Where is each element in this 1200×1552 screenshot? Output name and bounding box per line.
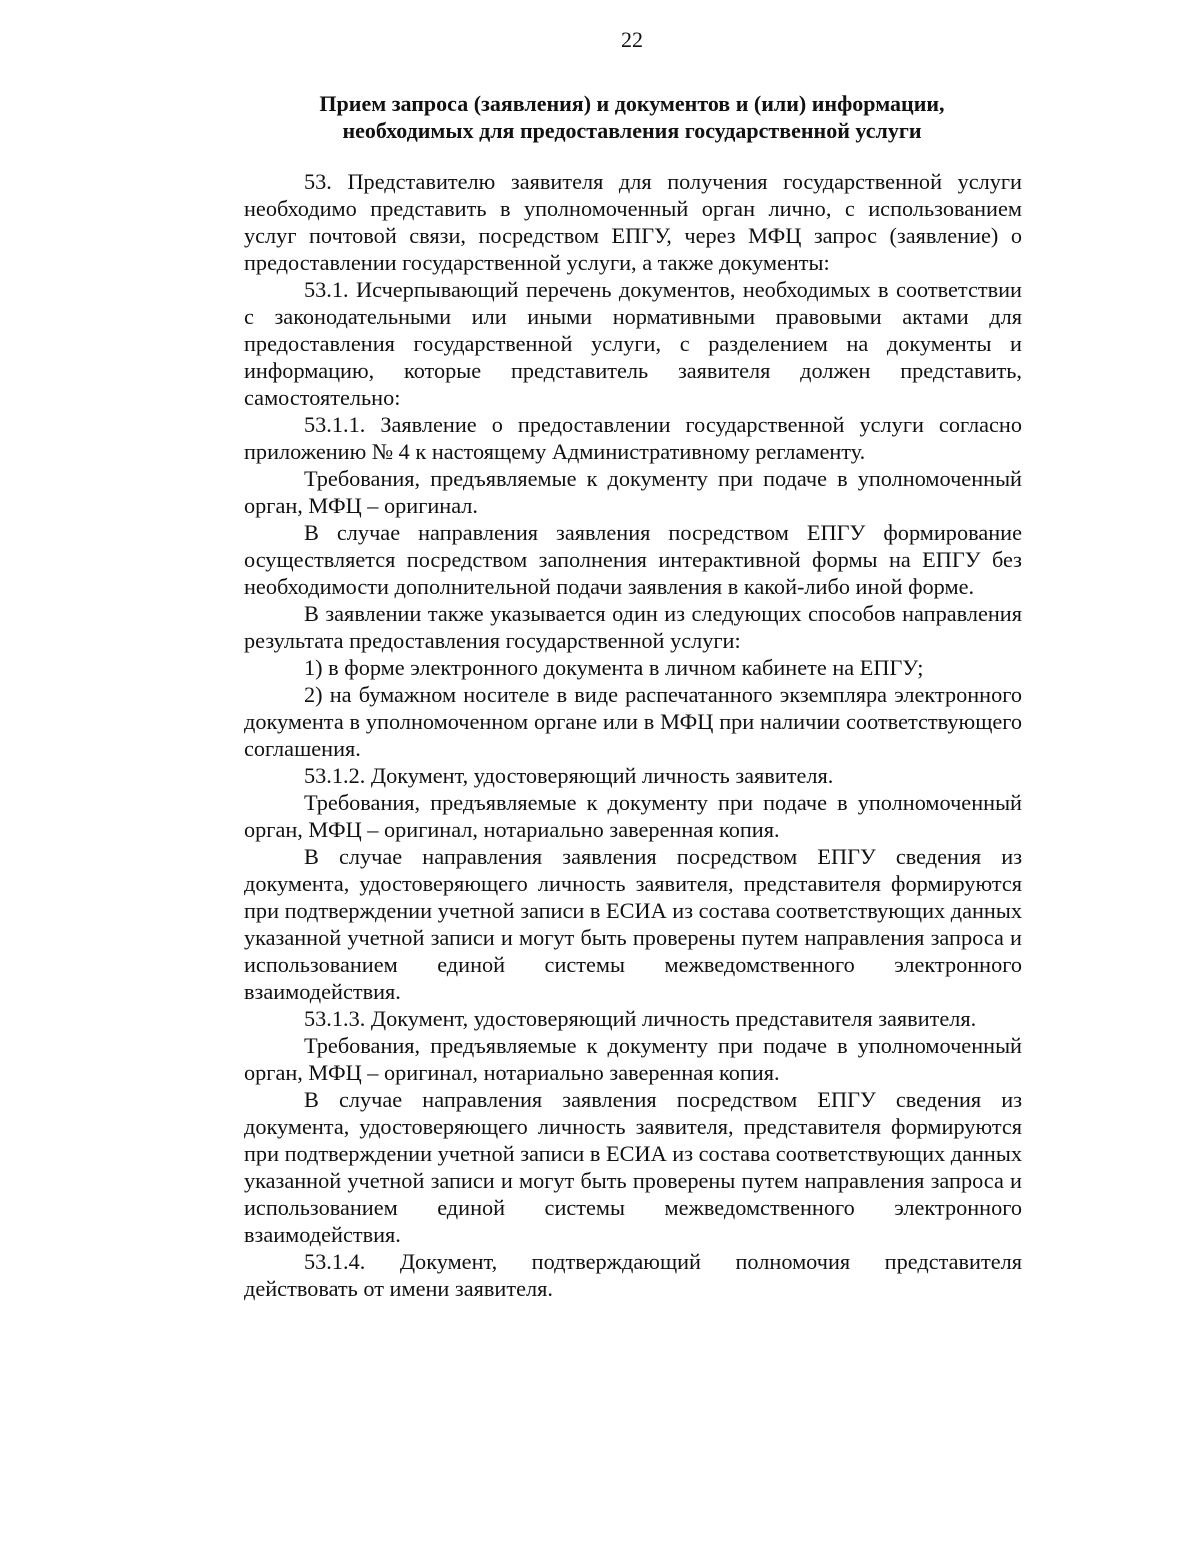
paragraph-requirements-3: Требования, предъявляемые к документу при подаче в уполномоченный орган, МФЦ – оригинал, нотариально заверенная копия. bbox=[244, 1033, 1022, 1085]
paragraph-delivery-methods: В заявлении также указывается один из следующих способов направления результата предоставления государственной услуги: bbox=[244, 601, 1022, 653]
paragraph-53: 53. Представителю заявителя для получения государственной услуги необходимо представить в уполномоченный орган лично, с использованием услуг почтовой связи, посредством ЕПГУ, через МФЦ запрос (заявление) о предоставлении государственной услуги, а также документы: bbox=[244, 169, 1022, 275]
list-item-electronic: 1) в форме электронного документа в личном кабинете на ЕПГУ; bbox=[304, 655, 924, 680]
paragraph-53-1: 53.1. Исчерпывающий перечень документов, необходимых в соответствии с законодательными или иными нормативными правовыми актами для предоставления государственной услуги, с разделением на документы и информацию, которые представитель заявителя должен представить, самостоятельно: bbox=[244, 277, 1022, 410]
paragraph-requirements-1: Требования, предъявляемые к документу при подаче в уполномоченный орган, МФЦ – оригинал. bbox=[244, 466, 1022, 518]
paragraph-53-1-2: 53.1.2. Документ, удостоверяющий личность заявителя. bbox=[304, 763, 834, 788]
section-heading bbox=[244, 90, 1020, 144]
section-heading-line-2: необходимых для предоставления государственной услуги bbox=[342, 118, 922, 143]
list-item-paper: 2) на бумажном носителе в виде распечатанного экземпляра электронного документа в уполномоченном органе или в МФЦ при наличии соответствующего соглашения. bbox=[244, 682, 1022, 761]
paragraph-53-1-1: 53.1.1. Заявление о предоставлении государственной услуги согласно приложению № 4 к настоящему Административному регламенту. bbox=[244, 412, 1022, 464]
document-body bbox=[244, 168, 1022, 1302]
paragraph-esia-2: В случае направления заявления посредством ЕПГУ сведения из документа, удостоверяющего личность заявителя, представителя формируются при подтверждении учетной записи в ЕСИА из состава соответствующих данных указанной учетной записи и могут быть проверены путем направления запроса и использованием единой системы межведомственного электронного взаимодействия. bbox=[244, 1087, 1022, 1247]
paragraph-esia-1: В случае направления заявления посредством ЕПГУ сведения из документа, удостоверяющего личность заявителя, представителя формируются при подтверждении учетной записи в ЕСИА из состава соответствующих данных указанной учетной записи и могут быть проверены путем направления запроса и использованием единой системы межведомственного электронного взаимодействия. bbox=[244, 844, 1022, 1004]
paragraph-53-1-3: 53.1.3. Документ, удостоверяющий личность представителя заявителя. bbox=[304, 1006, 977, 1031]
section-heading-line-1: Прием запроса (заявления) и документов и (или) информации, bbox=[319, 91, 945, 116]
paragraph-epgu-form: В случае направления заявления посредством ЕПГУ формирование осуществляется посредством заполнения интерактивной формы на ЕПГУ без необходимости дополнительной подачи заявления в какой-либо иной форме. bbox=[244, 520, 1022, 599]
paragraph-53-1-4: 53.1.4. Документ, подтверждающий полномочия представителя действовать от имени заявителя. bbox=[244, 1249, 1022, 1301]
paragraph-requirements-2: Требования, предъявляемые к документу при подаче в уполномоченный орган, МФЦ – оригинал, нотариально заверенная копия. bbox=[244, 790, 1022, 842]
page-number: 22 bbox=[621, 27, 643, 52]
